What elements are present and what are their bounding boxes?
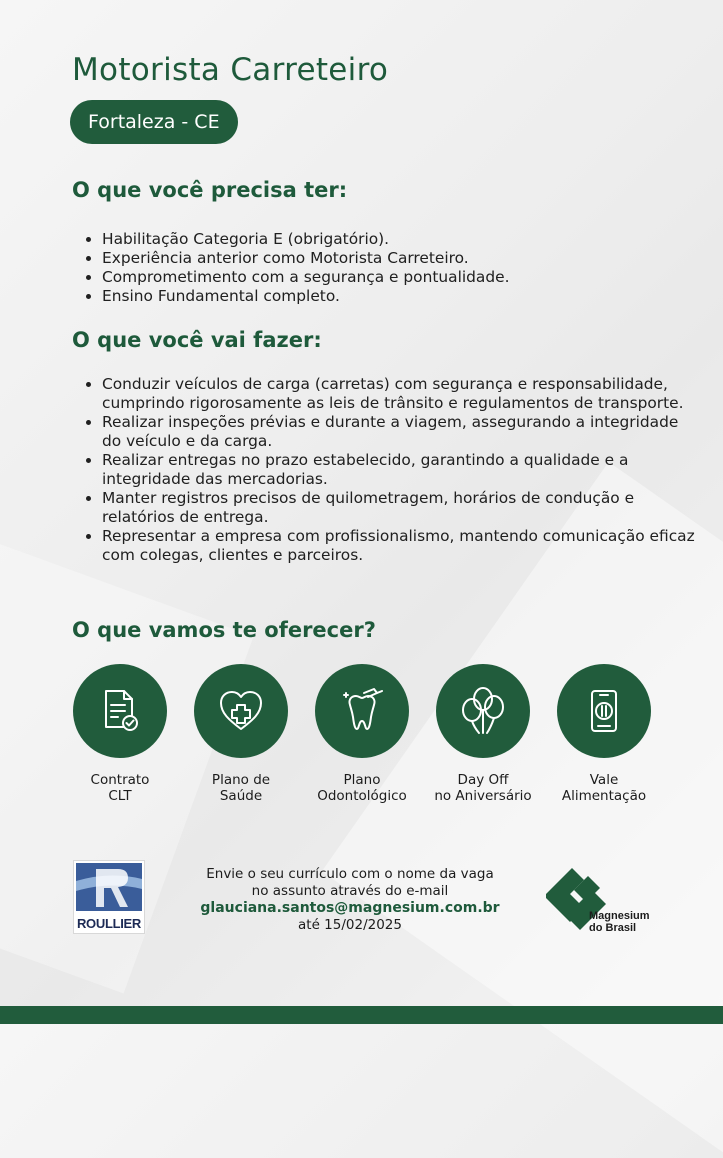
magnesium-logo [544, 860, 664, 940]
job-title: Motorista Carreteiro [72, 52, 389, 88]
benefit-dental [302, 664, 422, 804]
list-item: • Realizar entregas no prazo estabelecido, garantindo a qualidade e a integridade das mercadorias. [102, 451, 702, 489]
footer-bar [0, 1006, 723, 1024]
contact-line: Envie o seu currículo com o nome da vaga [206, 866, 494, 882]
contact-email[interactable]: glauciana.santos@magnesium.com.br [200, 900, 500, 916]
magnesium-wordmark: Magnesium do Brasil [589, 910, 650, 934]
benefit-label: Plano Odontológico [317, 772, 407, 804]
requirements-heading: O que você precisa ter: [72, 178, 348, 202]
benefit-label: Vale Alimentação [561, 772, 647, 804]
balloons-icon [453, 681, 513, 741]
location-badge: Fortaleza - CE [70, 100, 238, 144]
contact-line: no assunto através do e-mail [251, 883, 449, 899]
requirements-list [80, 230, 702, 306]
roullier-emblem-icon [74, 861, 144, 913]
benefit-birthday [423, 664, 543, 804]
list-item: • Representar a empresa com profissionalismo, mantendo comunicação eficaz com colegas, clientes e parceiros. [102, 527, 702, 565]
benefit-health [181, 664, 301, 804]
benefit-icon-circle [73, 664, 167, 758]
list-item: • Conduzir veículos de carga (carretas) com segurança e responsabilidade, cumprindo rigorosamente as leis de trânsito e regulamentos de transporte. [102, 375, 702, 413]
benefit-label: Contrato CLT [90, 772, 150, 804]
benefit-icon-circle [436, 664, 530, 758]
list-item: • Ensino Fundamental completo. [102, 287, 702, 306]
duties-list [80, 375, 702, 565]
list-item: • Manter registros precisos de quilometragem, horários de condução e relatórios de entrega. [102, 489, 702, 527]
tooth-icon [334, 683, 390, 739]
benefit-icon-circle [557, 664, 651, 758]
benefit-label: Day Off no Aniversário [434, 772, 532, 804]
roullier-logo [73, 860, 145, 934]
benefit-icon-circle [315, 664, 409, 758]
contact-info [175, 866, 525, 934]
background-shape [322, 462, 723, 1158]
benefit-label: Plano de Saúde [211, 772, 271, 804]
list-item: • Comprometimento com a segurança e pontualidade. [102, 268, 702, 287]
benefit-meal [544, 664, 664, 804]
meal-card-icon [576, 683, 632, 739]
benefits-heading: O que vamos te oferecer? [72, 618, 376, 642]
health-heart-icon [213, 683, 269, 739]
benefit-icon-circle [194, 664, 288, 758]
list-item: • Experiência anterior como Motorista Carreteiro. [102, 249, 702, 268]
contact-deadline: até 15/02/2025 [298, 917, 402, 933]
contract-icon [92, 683, 148, 739]
benefit-contract [60, 664, 180, 804]
roullier-wordmark: ROULLIER [76, 916, 142, 931]
duties-heading: O que você vai fazer: [72, 328, 322, 352]
list-item: • Realizar inspeções prévias e durante a viagem, assegurando a integridade do veículo e da carga. [102, 413, 702, 451]
list-item: • Habilitação Categoria E (obrigatório). [102, 230, 702, 249]
